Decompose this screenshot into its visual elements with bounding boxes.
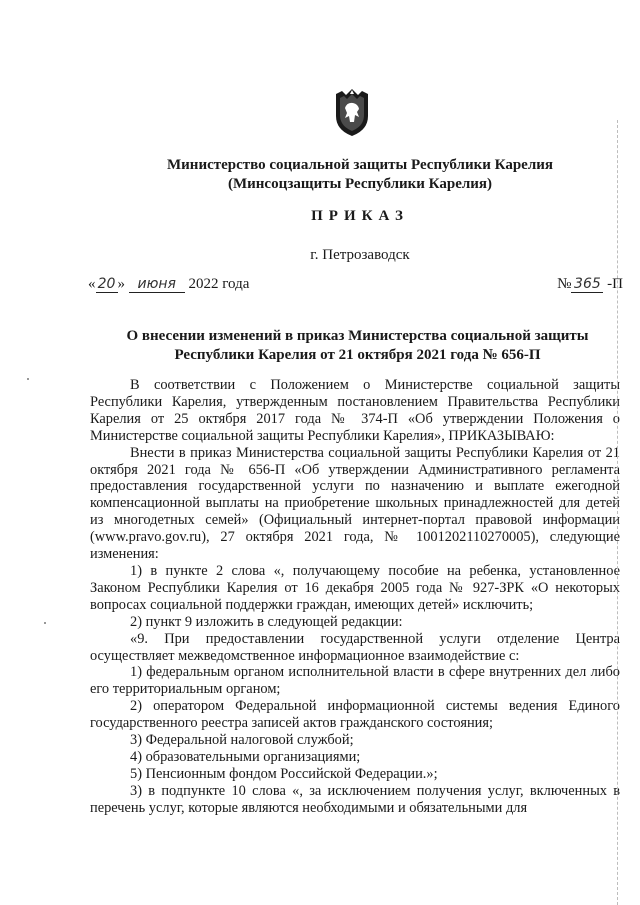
paragraph: В соответствии с Положением о Министерстве социальной защиты Республики Карелия, утвержденным постановлением Правительства Республики Карелия от 25 октября 2017 года № 374-П «Об утверждении Положения о Министерстве социальной защиты Республики Карелия», ПРИКАЗЫВАЮ: xyxy=(90,377,620,444)
scan-speck xyxy=(27,378,29,380)
paragraph: 3) в подпункте 10 слова «, за исключением получения услуг, включенных в перечень услуг, которые являются необходимыми и обязательными для xyxy=(90,782,620,816)
paragraph: 2) пункт 9 изложить в следующей редакции: xyxy=(130,613,403,630)
order-subject-line2: Республики Карелия от 21 октября 2021 года № 656-П xyxy=(174,347,541,363)
order-title: ПРИКАЗ xyxy=(311,208,409,224)
paragraph: Внести в приказ Министерства социальной защиты Республики Карелия от 21 октября 2021 года № 656-П «Об утверждении Административного регламента предоставления государственной услуги по назначению и выплате ежегодной компенсационной выплаты на приобретение школьных принадлежностей для детей из многодетных семей» (Официальный интернет-портал правовой информации (www.pravo.gov.ru), 27 октября 2021 года, № 1001202110270005), следующие изменения: xyxy=(90,444,620,563)
paragraph: 1) в пункте 2 слова «, получающему пособие на ребенка, установленное Законом Республики Карелия от 16 декабря 2005 года № 927-ЗРК «О некоторых вопросах социальной поддержки граждан, имеющих детей» исключить; xyxy=(90,562,620,613)
karelia-coat-of-arms-icon xyxy=(332,86,372,138)
ministry-name-line1: Министерство социальной защиты Республики Карелия xyxy=(167,157,553,173)
paragraph: 4) образовательными организациями; xyxy=(130,748,361,765)
date-close-quote: » xyxy=(117,276,125,292)
order-date xyxy=(88,276,249,293)
ministry-name-line2: (Минсоцзащиты Республики Карелия) xyxy=(227,176,493,192)
paragraph: «9. При предоставлении государственной услуги отделение Центра осуществляет межведомственное информационное взаимодействие с: xyxy=(90,630,620,664)
city: г. Петрозаводск xyxy=(310,247,410,263)
scan-speck xyxy=(44,622,46,624)
order-number xyxy=(557,276,623,293)
date-year: 2022 года xyxy=(188,276,250,292)
date-month: июня xyxy=(129,276,185,293)
paragraph: 3) Федеральной налоговой службой; xyxy=(130,732,354,749)
ministry-name xyxy=(100,156,620,194)
paragraph: 5) Пенсионным фондом Российской Федерации.»; xyxy=(130,765,438,782)
order-number-suffix: -П xyxy=(607,276,623,292)
date-day: 20 xyxy=(96,276,118,293)
order-body xyxy=(90,377,620,817)
order-subject xyxy=(90,327,625,365)
paragraph: 1) федеральным органом исполнительной власти в сфере внутренних дел либо его территориальным органом; xyxy=(90,664,620,698)
date-open-quote: « xyxy=(88,276,96,292)
date-line xyxy=(88,276,623,298)
scan-fold-line xyxy=(617,120,618,905)
order-subject-line1: О внесении изменений в приказ Министерства социальной защиты xyxy=(126,328,589,344)
order-number-prefix: № xyxy=(557,276,572,292)
paragraph: 2) оператором Федеральной информационной системы ведения Единого государственного реестра записей актов гражданского состояния; xyxy=(90,698,620,732)
order-number-value: 365 xyxy=(571,276,603,293)
